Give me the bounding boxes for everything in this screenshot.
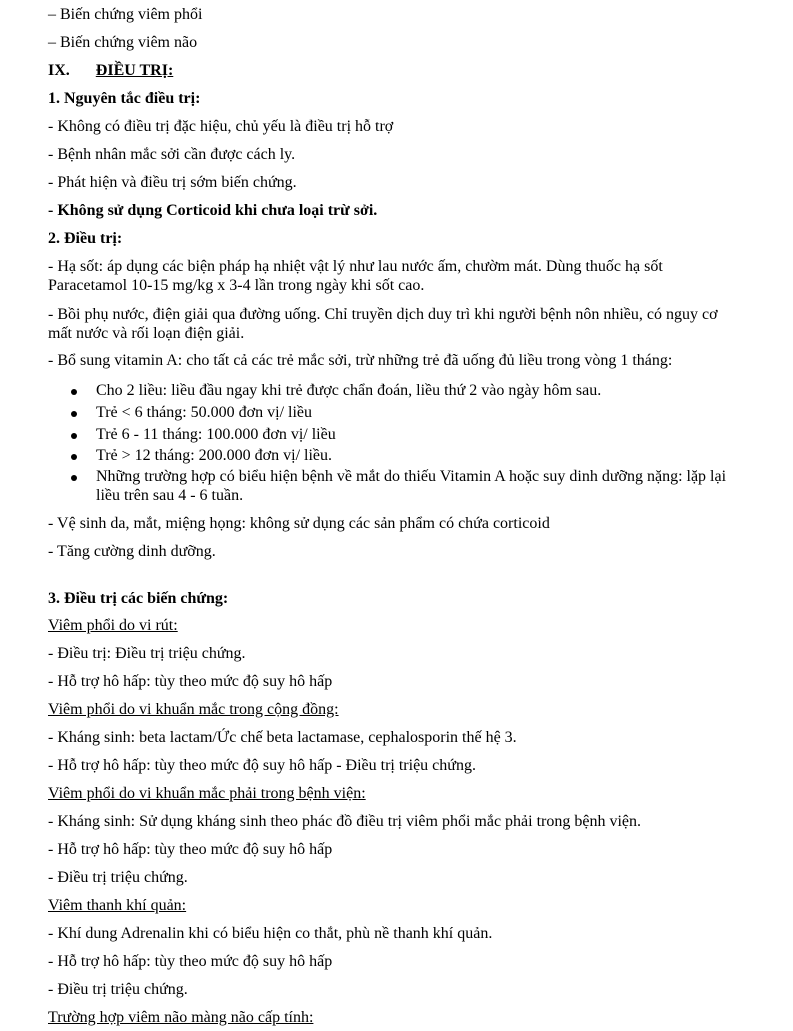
subheading-treatment: 2. Điều trị:: [48, 230, 123, 247]
subsection-encephalitis: Trường hợp viêm não màng não cấp tính:: [48, 1009, 314, 1026]
paragraph-warning: - Không sử dụng Corticoid khi chưa loại trừ sởi.: [48, 202, 378, 219]
subsection-viral-pneumonia: Viêm phổi do vi rút:: [48, 617, 178, 634]
paragraph: - Hỗ trợ hô hấp: tùy theo mức độ suy hô hấp: [48, 841, 333, 858]
section-heading: [48, 61, 173, 81]
paragraph: - Điều trị triệu chứng.: [48, 981, 188, 998]
paragraph-vitamin-a: - Bổ sung vitamin A: cho tất cả các trẻ mắc sởi, trừ những trẻ đã uống đủ liều trong vòng 1 tháng:: [48, 352, 673, 369]
paragraph-fever: - Hạ sốt: áp dụng các biện pháp hạ nhiệt vật lý như lau nước ấm, chườm mát. Dùng thuốc hạ sốt Paracetamol 10-15 mg/kg x 3-4 lần trong ngày khi sốt cao.: [48, 258, 663, 294]
complication-pneumonia: – Biến chứng viêm phổi: [48, 6, 203, 23]
subheading-principles: 1. Nguyên tắc điều trị:: [48, 90, 201, 107]
paragraph: - Hỗ trợ hô hấp: tùy theo mức độ suy hô hấp - Điều trị triệu chứng.: [48, 757, 476, 774]
subsection-hospital-pneumonia: Viêm phổi do vi khuẩn mắc phải trong bệnh viện:: [48, 785, 366, 802]
paragraph: - Kháng sinh: Sử dụng kháng sinh theo phác đồ điều trị viêm phổi mắc phải trong bệnh viện.: [48, 813, 642, 830]
subsection-laryngotracheitis: Viêm thanh khí quản:: [48, 897, 187, 914]
paragraph: - Hỗ trợ hô hấp: tùy theo mức độ suy hô hấp: [48, 953, 333, 970]
paragraph: - Kháng sinh: beta lactam/Ức chế beta lactamase, cephalosporin thế hệ 3.: [48, 729, 517, 746]
paragraph: - Điều trị: Điều trị triệu chứng.: [48, 645, 246, 662]
section-title: ĐIỀU TRỊ:: [95, 62, 174, 79]
paragraph: - Phát hiện và điều trị sớm biến chứng.: [48, 174, 297, 191]
paragraph: - Hỗ trợ hô hấp: tùy theo mức độ suy hô hấp: [48, 673, 333, 690]
subheading-complications: 3. Điều trị các biến chứng:: [48, 590, 229, 607]
bullet-icon: [71, 475, 77, 481]
paragraph: - Bệnh nhân mắc sởi cần được cách ly.: [48, 146, 296, 163]
section-number: IX.: [48, 62, 70, 79]
bullet-icon: [71, 433, 77, 439]
paragraph: - Điều trị triệu chứng.: [48, 869, 188, 886]
bullet-icon: [71, 454, 77, 460]
paragraph: - Tăng cường dinh dưỡng.: [48, 543, 216, 560]
bullet-icon: [71, 389, 77, 395]
paragraph-rehydration: - Bồi phụ nước, điện giải qua đường uống. Chỉ truyền dịch duy trì khi người bệnh nôn nhiều, có nguy cơ mất nước và rối loạn điện giải.: [48, 306, 718, 342]
paragraph: - Khí dung Adrenalin khi có biểu hiện co thắt, phù nề thanh khí quản.: [48, 925, 493, 942]
complication-encephalitis: – Biến chứng viêm não: [48, 34, 198, 51]
subsection-community-pneumonia: Viêm phổi do vi khuẩn mắc trong cộng đồng:: [48, 701, 339, 718]
bullet-icon: [71, 411, 77, 417]
paragraph: - Không có điều trị đặc hiệu, chủ yếu là điều trị hỗ trợ: [48, 118, 394, 135]
paragraph: - Vệ sinh da, mắt, miệng họng: không sử dụng các sản phẩm có chứa corticoid: [48, 515, 550, 532]
